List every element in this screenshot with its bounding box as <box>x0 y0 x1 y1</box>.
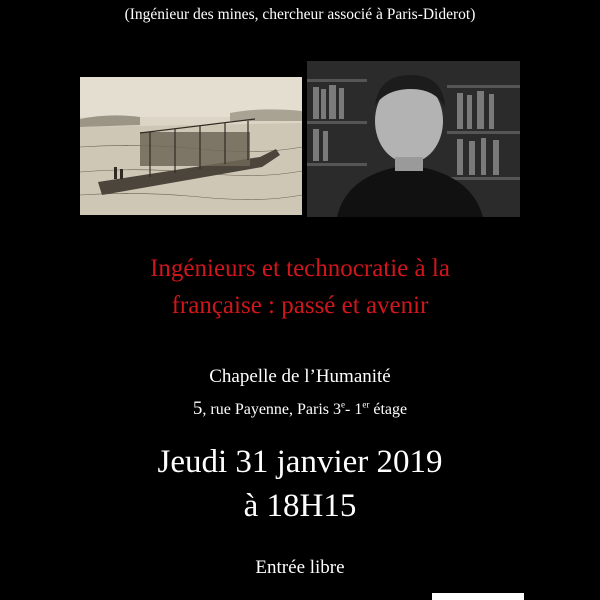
event-time: à 18H15 <box>243 488 357 524</box>
address-number: 5 <box>192 398 203 419</box>
address-sup-e: e <box>341 399 346 410</box>
entry-info: Entrée libre <box>255 557 345 578</box>
subtitle: (Ingénieur des mines, chercheur associé à Paris-Diderot) <box>124 6 476 23</box>
title-line-1: Ingénieurs et technocratie à la <box>150 255 450 282</box>
engraving-drawing <box>80 77 302 215</box>
address-street: , rue Payenne, Paris 3 <box>202 401 342 418</box>
address-sep: - 1 <box>345 401 363 418</box>
address-floor: étage <box>369 401 408 418</box>
venue: Chapelle de l’Humanité <box>209 366 391 387</box>
event-datetime <box>0 440 600 528</box>
engraving-boat-illustration <box>80 77 302 215</box>
address <box>0 398 600 420</box>
photo-row <box>80 75 520 217</box>
partial-logo <box>432 593 524 600</box>
address-sup-er: er <box>362 399 370 410</box>
title-line-2: française : passé et avenir <box>171 292 429 319</box>
event-title <box>0 250 600 324</box>
portrait-drawing <box>307 61 520 217</box>
event-date: Jeudi 31 janvier 2019 <box>157 444 443 480</box>
speaker-portrait-photo <box>307 61 520 217</box>
